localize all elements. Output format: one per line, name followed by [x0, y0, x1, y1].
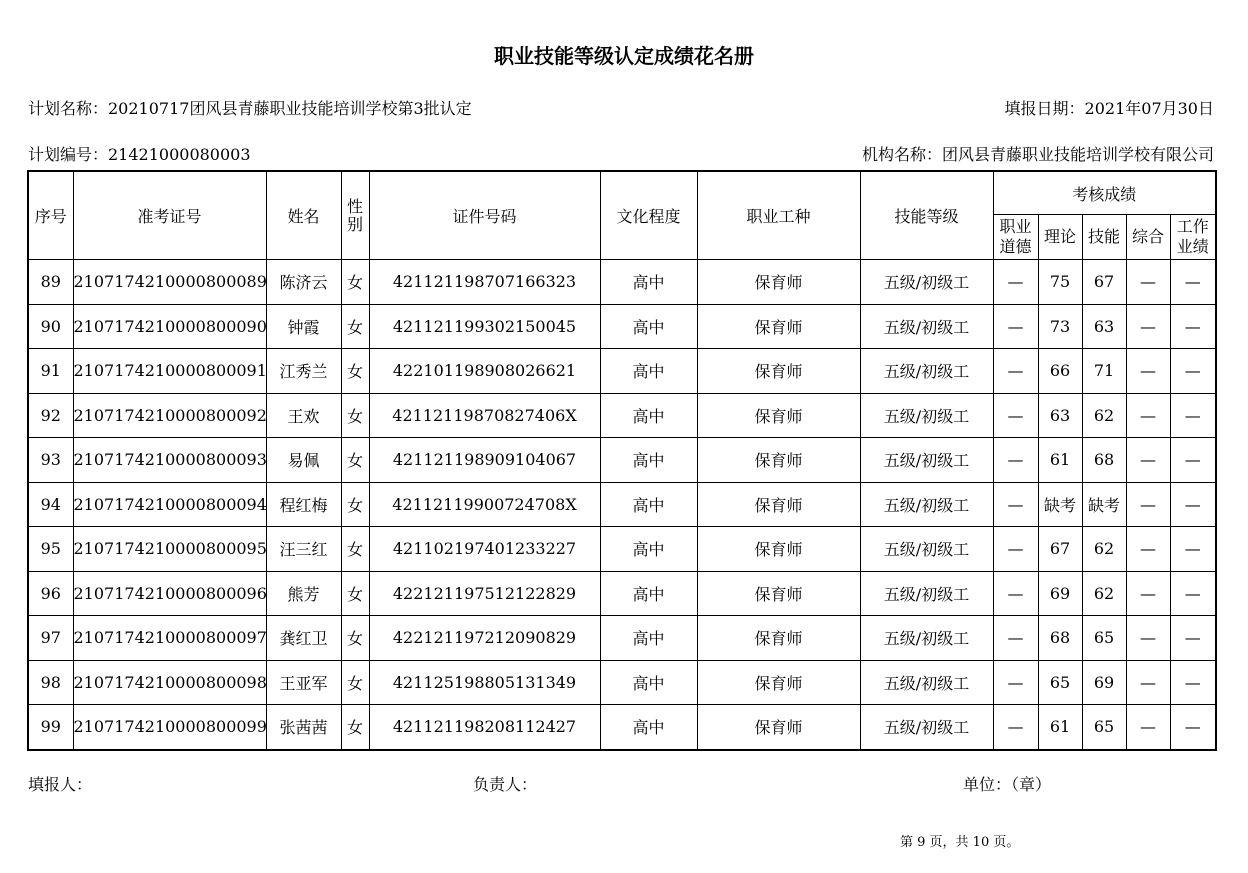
cell-ethics: —	[993, 705, 1038, 750]
cell-id-no: 422121197512122829	[369, 571, 600, 616]
cell-work: —	[1170, 616, 1216, 661]
cell-skill: 71	[1082, 349, 1126, 394]
cell-name: 王欢	[266, 393, 341, 438]
cell-overall: —	[1126, 260, 1170, 305]
table-row	[28, 304, 1216, 349]
cell-seq: 98	[28, 660, 73, 705]
score-roster-table	[27, 170, 1217, 751]
cell-theory: 75	[1038, 260, 1082, 305]
cell-education: 高中	[600, 616, 697, 661]
table-row	[28, 482, 1216, 527]
cell-theory: 61	[1038, 438, 1082, 483]
page-indicator: 第 9 页，共 10 页。	[900, 835, 1020, 850]
cell-work: —	[1170, 660, 1216, 705]
cell-overall: —	[1126, 527, 1170, 572]
plan-number: 计划编号：21421000080003	[28, 145, 251, 164]
cell-work: —	[1170, 527, 1216, 572]
table-row	[28, 438, 1216, 483]
table-row	[28, 527, 1216, 572]
plan-name: 计划名称：20210717团风县青藤职业技能培训学校第3批认定	[28, 99, 472, 118]
cell-id-no: 421121198909104067	[369, 438, 600, 483]
cell-ethics: —	[993, 660, 1038, 705]
cell-name: 张茜茜	[266, 705, 341, 750]
cell-occupation: 保育师	[697, 527, 860, 572]
cell-skill: 缺考	[1082, 482, 1126, 527]
cell-occupation: 保育师	[697, 482, 860, 527]
cell-occupation: 保育师	[697, 349, 860, 394]
cell-exam-no: 2107174210000800091	[73, 349, 266, 394]
cell-occupation: 保育师	[697, 571, 860, 616]
cell-occupation: 保育师	[697, 705, 860, 750]
cell-theory: 69	[1038, 571, 1082, 616]
cell-name: 王亚军	[266, 660, 341, 705]
cell-name: 易佩	[266, 438, 341, 483]
cell-ethics: —	[993, 349, 1038, 394]
cell-id-no: 421121199302150045	[369, 304, 600, 349]
cell-seq: 96	[28, 571, 73, 616]
cell-exam-no: 2107174210000800095	[73, 527, 266, 572]
cell-occupation: 保育师	[697, 260, 860, 305]
cell-education: 高中	[600, 393, 697, 438]
header-education: 文化程度	[600, 171, 697, 260]
cell-skill: 62	[1082, 527, 1126, 572]
header-exam-no: 准考证号	[73, 171, 266, 260]
header-skill-level: 技能等级	[860, 171, 993, 260]
cell-work: —	[1170, 705, 1216, 750]
cell-theory: 61	[1038, 705, 1082, 750]
cell-work: —	[1170, 349, 1216, 394]
header-row	[28, 171, 1216, 215]
cell-name: 熊芳	[266, 571, 341, 616]
cell-name: 陈济云	[266, 260, 341, 305]
cell-level: 五级/初级工	[860, 527, 993, 572]
header-scores: 考核成绩	[993, 171, 1216, 215]
cell-overall: —	[1126, 660, 1170, 705]
cell-theory: 65	[1038, 660, 1082, 705]
cell-id-no: 42112119900724708X	[369, 482, 600, 527]
cell-ethics: —	[993, 616, 1038, 661]
cell-gender: 女	[341, 438, 369, 483]
cell-id-no: 421121198208112427	[369, 705, 600, 750]
cell-exam-no: 2107174210000800090	[73, 304, 266, 349]
cell-education: 高中	[600, 438, 697, 483]
cell-gender: 女	[341, 571, 369, 616]
cell-occupation: 保育师	[697, 616, 860, 661]
cell-ethics: —	[993, 260, 1038, 305]
cell-education: 高中	[600, 482, 697, 527]
cell-occupation: 保育师	[697, 438, 860, 483]
cell-education: 高中	[600, 260, 697, 305]
cell-education: 高中	[600, 705, 697, 750]
header-seq: 序号	[28, 171, 73, 260]
table-row	[28, 616, 1216, 661]
cell-overall: —	[1126, 571, 1170, 616]
cell-level: 五级/初级工	[860, 304, 993, 349]
cell-skill: 68	[1082, 438, 1126, 483]
cell-ethics: —	[993, 393, 1038, 438]
header-gender: 性 别	[341, 171, 369, 260]
cell-seq: 91	[28, 349, 73, 394]
cell-skill: 65	[1082, 705, 1126, 750]
cell-skill: 63	[1082, 304, 1126, 349]
cell-theory: 66	[1038, 349, 1082, 394]
cell-occupation: 保育师	[697, 304, 860, 349]
header-occupation: 职业工种	[697, 171, 860, 260]
cell-id-no: 421125198805131349	[369, 660, 600, 705]
cell-ethics: —	[993, 304, 1038, 349]
cell-level: 五级/初级工	[860, 482, 993, 527]
cell-gender: 女	[341, 705, 369, 750]
cell-theory: 73	[1038, 304, 1082, 349]
header-overall: 综合	[1126, 215, 1170, 260]
cell-exam-no: 2107174210000800089	[73, 260, 266, 305]
header-name: 姓名	[266, 171, 341, 260]
cell-seq: 92	[28, 393, 73, 438]
cell-ethics: —	[993, 438, 1038, 483]
cell-ethics: —	[993, 571, 1038, 616]
table-row	[28, 571, 1216, 616]
cell-level: 五级/初级工	[860, 705, 993, 750]
cell-ethics: —	[993, 482, 1038, 527]
cell-overall: —	[1126, 349, 1170, 394]
cell-level: 五级/初级工	[860, 616, 993, 661]
cell-exam-no: 2107174210000800093	[73, 438, 266, 483]
cell-level: 五级/初级工	[860, 660, 993, 705]
cell-work: —	[1170, 304, 1216, 349]
cell-overall: —	[1126, 438, 1170, 483]
cell-education: 高中	[600, 660, 697, 705]
cell-overall: —	[1126, 482, 1170, 527]
cell-seq: 93	[28, 438, 73, 483]
cell-overall: —	[1126, 393, 1170, 438]
organization-name: 机构名称：团风县青藤职业技能培训学校有限公司	[861, 145, 1214, 164]
cell-name: 江秀兰	[266, 349, 341, 394]
header-ethics: 职业 道德	[993, 215, 1038, 260]
cell-exam-no: 2107174210000800098	[73, 660, 266, 705]
header-work: 工作 业绩	[1170, 215, 1216, 260]
cell-seq: 97	[28, 616, 73, 661]
cell-id-no: 422101198908026621	[369, 349, 600, 394]
page-title: 职业技能等级认定成绩花名册	[494, 44, 754, 68]
cell-level: 五级/初级工	[860, 393, 993, 438]
cell-education: 高中	[600, 571, 697, 616]
cell-gender: 女	[341, 304, 369, 349]
fill-date: 填报日期：2021年07月30日	[1004, 99, 1214, 118]
cell-overall: —	[1126, 616, 1170, 661]
cell-id-no: 422121197212090829	[369, 616, 600, 661]
table-row	[28, 705, 1216, 750]
cell-id-no: 421121198707166323	[369, 260, 600, 305]
cell-name: 程红梅	[266, 482, 341, 527]
cell-skill: 67	[1082, 260, 1126, 305]
cell-work: —	[1170, 571, 1216, 616]
cell-theory: 63	[1038, 393, 1082, 438]
cell-name: 汪三红	[266, 527, 341, 572]
cell-name: 龚红卫	[266, 616, 341, 661]
header-theory: 理论	[1038, 215, 1082, 260]
cell-exam-no: 2107174210000800092	[73, 393, 266, 438]
filler-label: 填报人：	[28, 775, 93, 794]
table-row	[28, 660, 1216, 705]
cell-skill: 62	[1082, 393, 1126, 438]
cell-gender: 女	[341, 616, 369, 661]
cell-exam-no: 2107174210000800096	[73, 571, 266, 616]
header-skill: 技能	[1082, 215, 1126, 260]
cell-theory: 68	[1038, 616, 1082, 661]
cell-education: 高中	[600, 527, 697, 572]
cell-theory: 缺考	[1038, 482, 1082, 527]
cell-exam-no: 2107174210000800097	[73, 616, 266, 661]
cell-level: 五级/初级工	[860, 571, 993, 616]
cell-occupation: 保育师	[697, 393, 860, 438]
cell-work: —	[1170, 482, 1216, 527]
cell-exam-no: 2107174210000800099	[73, 705, 266, 750]
cell-gender: 女	[341, 660, 369, 705]
cell-gender: 女	[341, 482, 369, 527]
cell-work: —	[1170, 438, 1216, 483]
table-row	[28, 349, 1216, 394]
cell-skill: 65	[1082, 616, 1126, 661]
cell-level: 五级/初级工	[860, 349, 993, 394]
cell-occupation: 保育师	[697, 660, 860, 705]
cell-overall: —	[1126, 304, 1170, 349]
cell-education: 高中	[600, 304, 697, 349]
header-id-no: 证件号码	[369, 171, 600, 260]
cell-seq: 90	[28, 304, 73, 349]
cell-level: 五级/初级工	[860, 438, 993, 483]
cell-gender: 女	[341, 527, 369, 572]
cell-exam-no: 2107174210000800094	[73, 482, 266, 527]
unit-seal-label: 单位：（章）	[963, 775, 1052, 794]
cell-work: —	[1170, 393, 1216, 438]
cell-id-no: 421102197401233227	[369, 527, 600, 572]
cell-seq: 95	[28, 527, 73, 572]
cell-seq: 99	[28, 705, 73, 750]
cell-seq: 94	[28, 482, 73, 527]
cell-gender: 女	[341, 260, 369, 305]
cell-education: 高中	[600, 349, 697, 394]
cell-seq: 89	[28, 260, 73, 305]
table-row	[28, 260, 1216, 305]
cell-work: —	[1170, 260, 1216, 305]
cell-name: 钟霞	[266, 304, 341, 349]
cell-level: 五级/初级工	[860, 260, 993, 305]
cell-gender: 女	[341, 349, 369, 394]
cell-skill: 62	[1082, 571, 1126, 616]
cell-skill: 69	[1082, 660, 1126, 705]
cell-id-no: 42112119870827406X	[369, 393, 600, 438]
cell-ethics: —	[993, 527, 1038, 572]
cell-theory: 67	[1038, 527, 1082, 572]
responsible-label: 负责人：	[473, 775, 538, 794]
cell-gender: 女	[341, 393, 369, 438]
cell-overall: —	[1126, 705, 1170, 750]
table-row	[28, 393, 1216, 438]
